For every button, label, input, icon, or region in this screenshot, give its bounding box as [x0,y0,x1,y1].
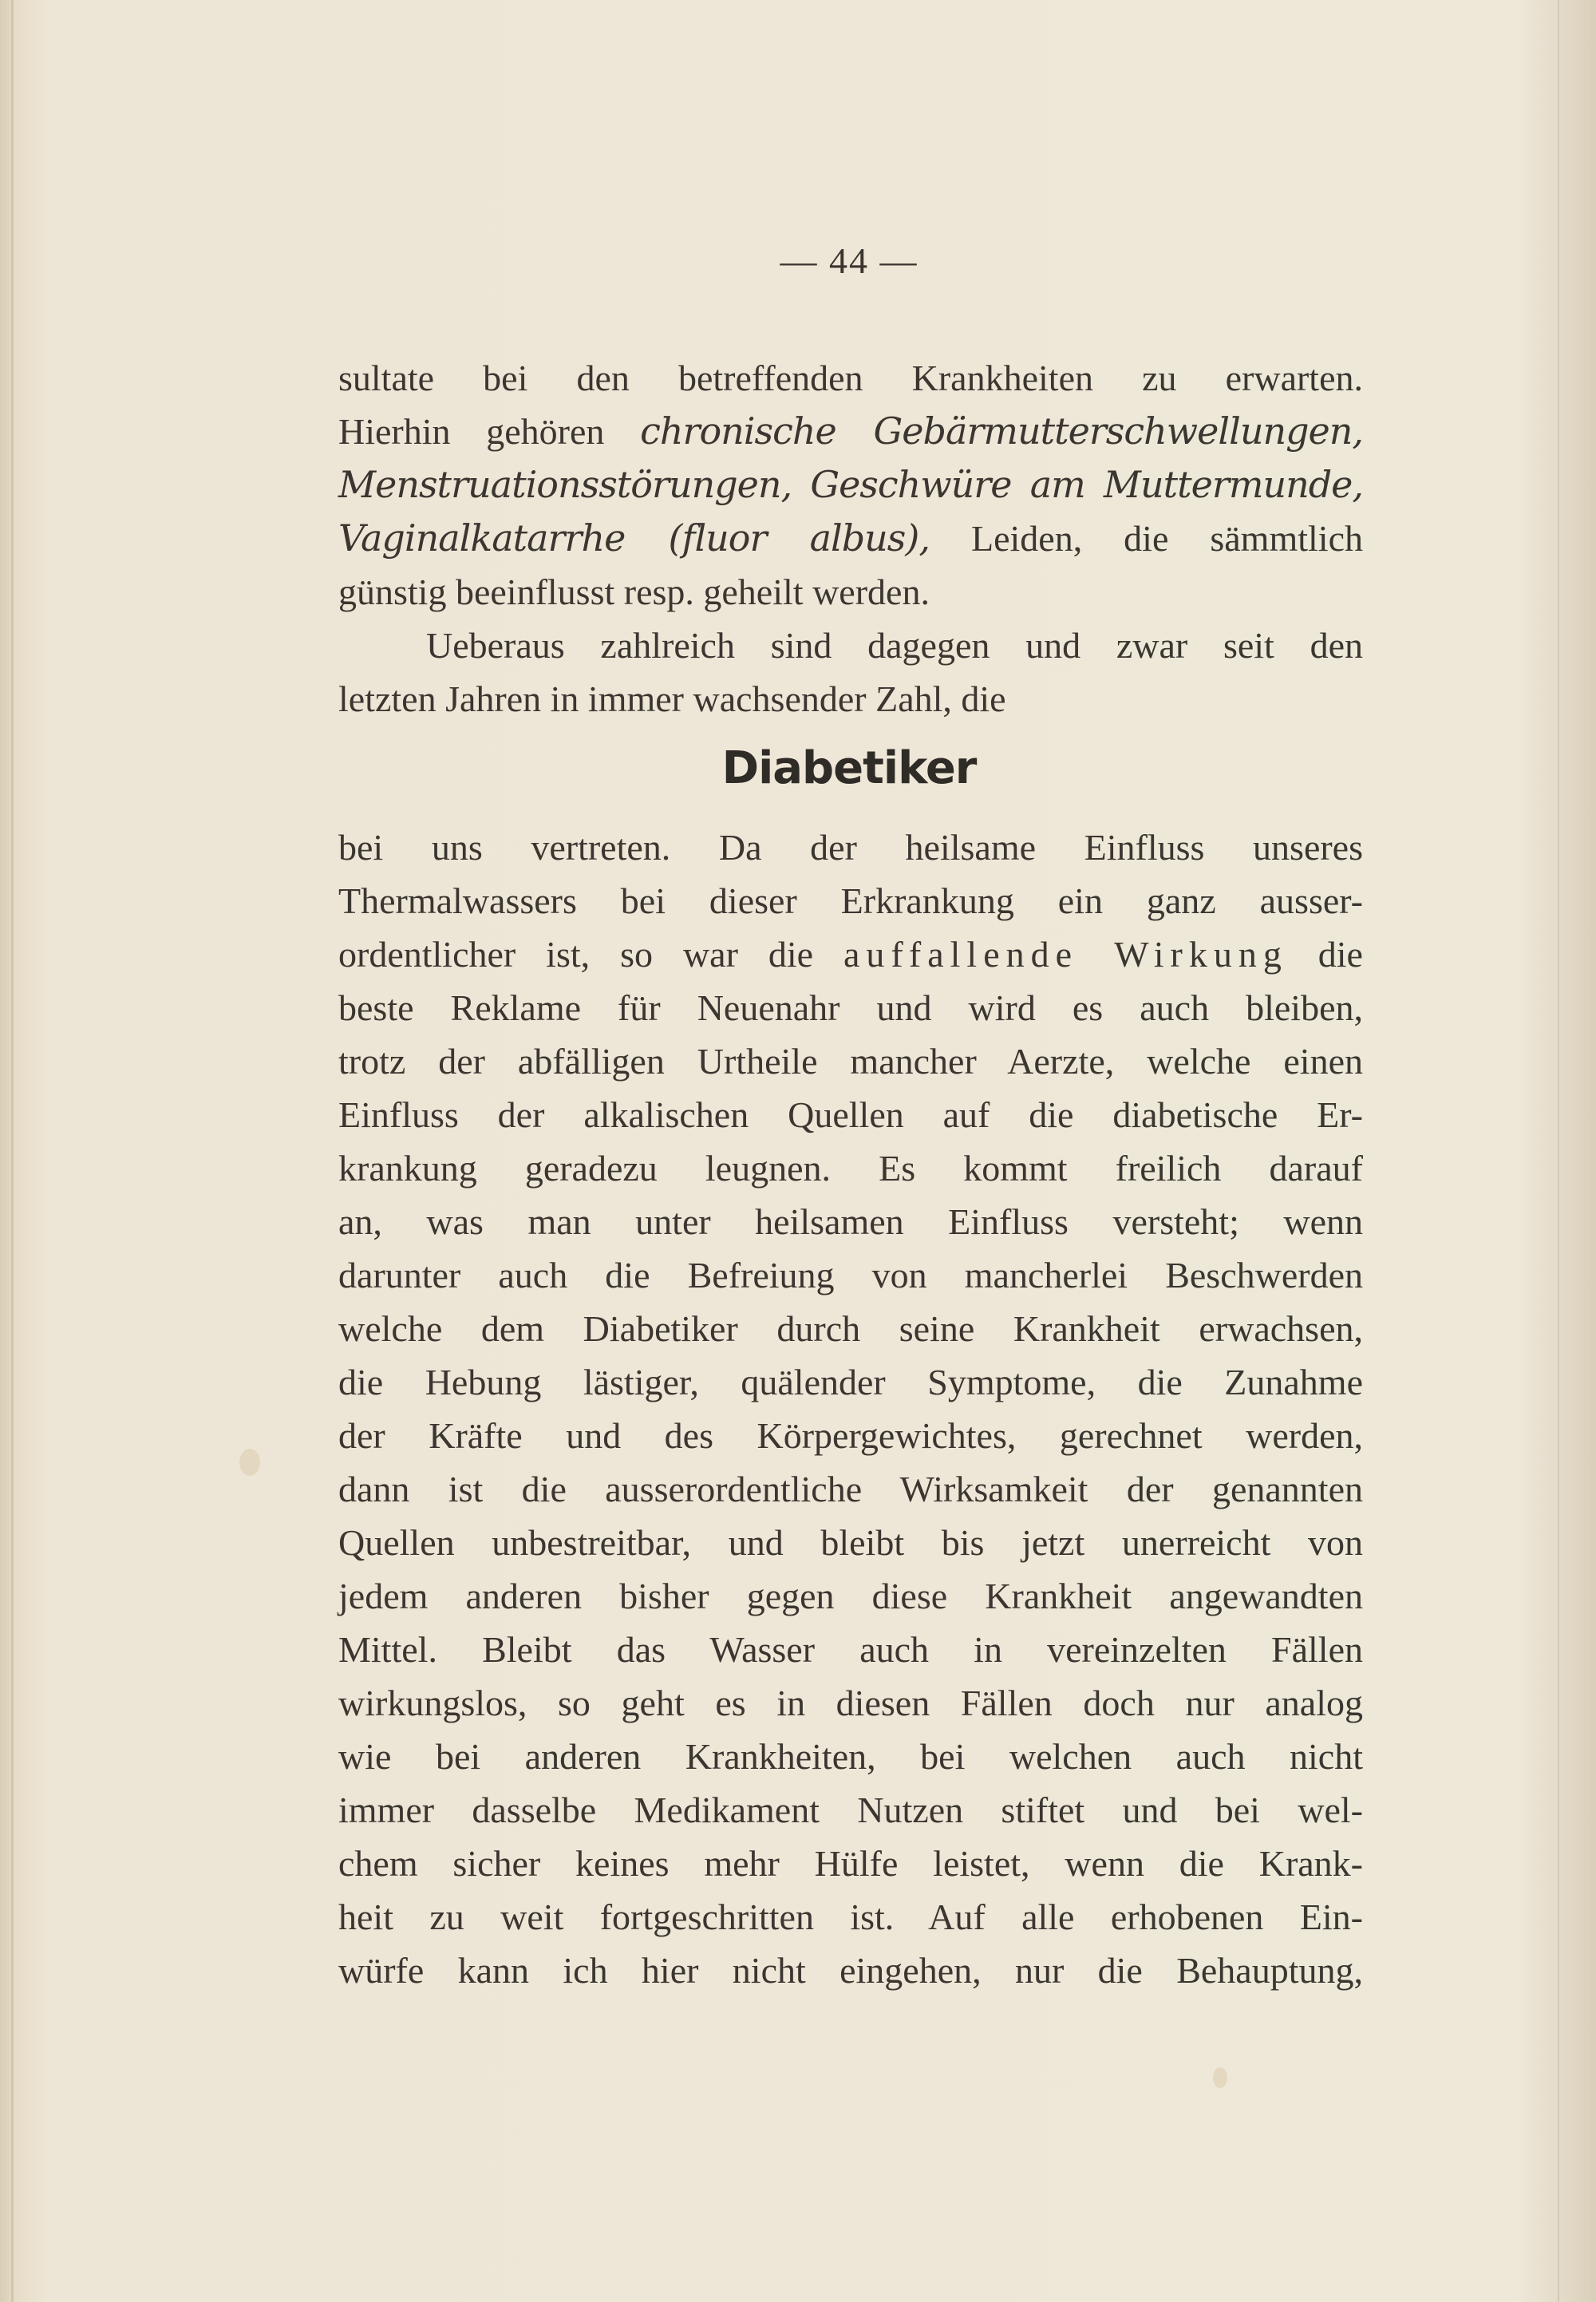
text-line [338,512,1363,565]
text-span: Hierhin gehören [338,411,641,452]
paragraph-2 [338,619,1363,726]
page-spine-shadow [11,0,14,2302]
text-span: Leiden, die sämmtlich [929,518,1364,559]
text-line: immer dasselbe Medikament Nutzen stiftet und bei wel- [338,1790,1363,1830]
text-line: Mittel. Bleibt das Wasser auch in vereinzelten Fällen [338,1629,1363,1670]
text-line: darunter auch die Befreiung von mancherlei Beschwerden [338,1255,1363,1295]
page-number: — 44 — [780,240,918,281]
text-line: jedem anderen bisher gegen diese Krankheit angewandten [338,1576,1363,1616]
page-edge [1558,0,1559,2302]
text-line: Einfluss der alkalischen Quellen auf die diabetische Er- [338,1094,1363,1135]
text-line: die Hebung lästiger, quälender Symptome, die Zunahme [338,1362,1363,1402]
italic-text-line: Menstruationsstörungen, Geschwüre am Muttermunde, [338,463,1363,506]
text-line: Ueberaus zahlreich sind dagegen und zwar seit den [426,625,1363,666]
text-line: günstig beeinflusst resp. geheilt werden. [338,572,930,612]
text-line: an, was man unter heilsamen Einfluss versteht; wenn [338,1201,1363,1242]
section-heading: Diabetiker [721,742,977,794]
spaced-emphasis-text: auffallende Wirkung [843,934,1288,975]
text-line: dann ist die ausserordentliche Wirksamkeit der genannten [338,1469,1363,1509]
text-line: letzten Jahren in immer wachsender Zahl, die [338,678,1006,719]
text-line: Quellen unbestreitbar, und bleibt bis jetzt unerreicht von [338,1522,1363,1563]
text-line: krankung geradezu leugnen. Es kommt freilich darauf [338,1148,1363,1189]
text-span: ordentlicher ist, so war die [338,934,843,975]
paper-stain [239,1449,260,1476]
text-line: wirkungslos, so geht es in diesen Fällen doch nur analog [338,1683,1363,1723]
text-line [338,928,1363,981]
text-line: bei uns vertreten. Da der heilsame Einfluss unseres [338,827,1363,868]
text-span: die [1287,934,1363,975]
text-line: wie bei anderen Krankheiten, bei welchen auch nicht [338,1736,1363,1777]
text-line: welche dem Diabetiker durch seine Krankheit erwachsen, [338,1308,1363,1349]
text-line: chem sicher keines mehr Hülfe leistet, wenn die Krank- [338,1843,1363,1884]
text-line: Thermalwassers bei dieser Erkrankung ein ganz ausser- [338,880,1363,921]
text-line [338,405,1363,458]
text-line: trotz der abfälligen Urtheile mancher Aerzte, welche einen [338,1041,1363,1082]
text-line: würfe kann ich hier nicht eingehen, nur die Behauptung, [338,1950,1363,1991]
italic-text: chronische Gebärmutterschwellungen, [640,409,1363,453]
italic-text: Vaginalkatarrhe (fluor albus), [338,516,930,560]
text-line: beste Reklame für Neuenahr und wird es auch bleiben, [338,987,1363,1028]
paragraph-3 [338,821,1363,1997]
text-line: sultate bei den betreffenden Krankheiten zu erwarten. [338,358,1363,398]
text-line: heit zu weit fortgeschritten ist. Auf alle erhobenen Ein- [338,1897,1363,1937]
paper-stain [1213,2067,1227,2088]
paragraph-1 [338,351,1363,619]
text-line: der Kräfte und des Körpergewichtes, gerechnet werden, [338,1415,1363,1456]
